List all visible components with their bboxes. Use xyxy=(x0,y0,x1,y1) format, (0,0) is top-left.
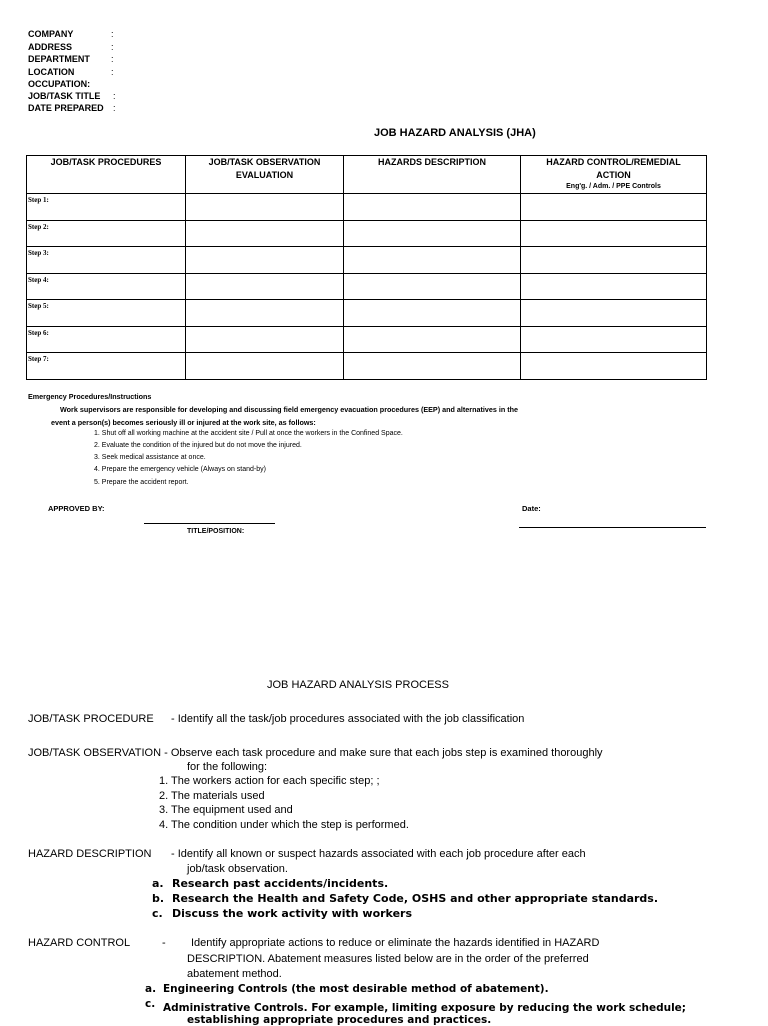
hazard-control-dash: - xyxy=(162,937,166,949)
table-header-row xyxy=(27,156,707,194)
emergency-item: 4. Prepare the emergency vehicle (Always on stand-by) xyxy=(94,466,266,473)
hazard-cell[interactable] xyxy=(344,194,521,221)
hazard-cell[interactable] xyxy=(344,326,521,353)
col-job-task-procedures-label: JOB/TASK PROCEDURES xyxy=(50,157,162,167)
job-task-title-label: JOB/TASK TITLE xyxy=(28,91,101,101)
control-cell[interactable] xyxy=(521,247,707,274)
observation-cell[interactable] xyxy=(186,353,344,380)
emergency-line2: event a person(s) becomes seriously ill or injured at the work site, as follows: xyxy=(51,418,316,427)
hazard-desc-item: Research past accidents/incidents. xyxy=(172,877,389,890)
emergency-item: 3. Seek medical assistance at once. xyxy=(94,454,206,461)
observation-cell[interactable] xyxy=(186,300,344,327)
hazard-cell[interactable] xyxy=(344,247,521,274)
observation-cell[interactable] xyxy=(186,326,344,353)
hazard-control-item-letter: c. xyxy=(145,998,156,1010)
control-cell[interactable] xyxy=(521,326,707,353)
hazard-control-item: Engineering Controls (the most desirable method of abatement). xyxy=(163,983,549,995)
observation-item: 4. The condition under which the step is performed. xyxy=(159,819,409,831)
table-row xyxy=(27,353,707,380)
observation-cell[interactable] xyxy=(186,194,344,221)
job-task-title-colon: : xyxy=(113,91,116,101)
form-title: JOB HAZARD ANALYSIS (JHA) xyxy=(374,127,536,139)
step-cell[interactable]: Step 7: xyxy=(27,353,186,380)
col-job-task-observation xyxy=(186,156,344,194)
hazard-cell[interactable] xyxy=(344,353,521,380)
table-row xyxy=(27,300,707,327)
process-title: JOB HAZARD ANALYSIS PROCESS xyxy=(267,679,449,691)
hazard-control-item: Administrative Controls. For example, limiting exposure by reducing the work schedule; xyxy=(163,1002,686,1014)
step-cell[interactable]: Step 1: xyxy=(27,194,186,221)
department-colon: : xyxy=(111,54,114,64)
observation-item: 3. The equipment used and xyxy=(159,804,293,816)
address-label: ADDRESS xyxy=(28,41,73,52)
company-colon: : xyxy=(111,29,114,39)
observation-line2: for the following: xyxy=(187,761,268,773)
observation-item: 1. The workers action for each specific step; ; xyxy=(159,775,380,787)
col-hazard-control-line1: HAZARD CONTROL/REMEDIAL xyxy=(546,157,681,167)
hazard-control-line2: DESCRIPTION. Abatement measures listed below are in the order of the preferred xyxy=(187,953,589,965)
hazard-control-tail: establishing appropriate procedures and practices. xyxy=(187,1014,492,1026)
hazard-control-label: HAZARD CONTROL xyxy=(28,937,131,949)
hazard-cell[interactable] xyxy=(344,300,521,327)
hazard-cell[interactable] xyxy=(344,273,521,300)
step-cell[interactable]: Step 4: xyxy=(27,273,186,300)
date-label: Date: xyxy=(522,504,541,513)
table-row xyxy=(27,247,707,274)
procedure-label: JOB/TASK PROCEDURE xyxy=(28,713,154,725)
table-row xyxy=(27,326,707,353)
date-prepared-label: DATE PREPARED xyxy=(28,103,104,113)
jha-table xyxy=(26,155,707,380)
approved-by-signature-line[interactable] xyxy=(144,523,275,524)
col-observation-line1: JOB/TASK OBSERVATION xyxy=(208,157,321,167)
col-observation-line2: EVALUATION xyxy=(235,170,294,180)
emergency-item: 1. Shut off all working machine at the accident site / Pull at once the workers in the Confined Space. xyxy=(94,430,403,437)
hazard-control-line1: Identify appropriate actions to reduce or eliminate the hazards identified in HAZARD xyxy=(191,937,600,949)
col-hazards-description xyxy=(344,156,521,194)
company-label: COMPANY xyxy=(28,29,74,39)
observation-line1: JOB/TASK OBSERVATION - Observe each task procedure and make sure that each jobs step is examined thoroughly xyxy=(28,747,603,759)
step-cell[interactable]: Step 3: xyxy=(27,247,186,274)
occupation-label: OCCUPATION: xyxy=(28,79,91,89)
hazard-control-item-letter: a. xyxy=(145,983,157,995)
hazard-desc-item: Research the Health and Safety Code, OSHS and other appropriate standards. xyxy=(172,892,659,905)
emergency-item: 5. Prepare the accident report. xyxy=(94,479,189,486)
observation-cell[interactable] xyxy=(186,220,344,247)
date-prepared-colon: : xyxy=(113,103,116,113)
step-cell[interactable]: Step 6: xyxy=(27,326,186,353)
hazard-desc-line2: job/task observation. xyxy=(187,863,288,875)
hazard-desc-line1: - Identify all known or suspect hazards associated with each job procedure after each xyxy=(171,848,586,860)
step-cell[interactable]: Step 5: xyxy=(27,300,186,327)
address-colon: : xyxy=(111,41,114,52)
hazard-desc-item: Discuss the work activity with workers xyxy=(172,907,413,920)
procedure-text: - Identify all the task/job procedures associated with the job classification xyxy=(171,713,525,725)
control-cell[interactable] xyxy=(521,194,707,221)
emergency-item: 2. Evaluate the condition of the injured but do not move the injured. xyxy=(94,442,302,449)
col-hazard-control xyxy=(521,156,707,194)
emergency-line1: Work supervisors are responsible for developing and discussing field emergency evacuation procedures (EEP) and alternatives in the xyxy=(60,405,519,414)
hazard-control-line3: abatement method. xyxy=(187,968,282,980)
col-job-task-procedures xyxy=(27,156,186,194)
hazard-cell[interactable] xyxy=(344,220,521,247)
date-signature-line[interactable] xyxy=(519,527,706,528)
approved-by-label: APPROVED BY: xyxy=(48,504,105,513)
col-hazard-control-sub: Eng'g. / Adm. / PPE Controls xyxy=(566,183,661,190)
title-position-label: TITLE/POSITION: xyxy=(187,528,245,535)
col-hazard-control-line2: ACTION xyxy=(596,170,631,180)
hazard-desc-item-letter: a. xyxy=(152,877,164,890)
hazard-desc-item-letter: b. xyxy=(152,892,165,905)
observation-cell[interactable] xyxy=(186,247,344,274)
location-colon: : xyxy=(111,66,114,77)
department-label: DEPARTMENT xyxy=(28,54,90,64)
table-row xyxy=(27,194,707,221)
control-cell[interactable] xyxy=(521,273,707,300)
location-label: LOCATION xyxy=(28,66,75,77)
table-row xyxy=(27,273,707,300)
hazard-desc-label: HAZARD DESCRIPTION xyxy=(28,848,152,860)
step-cell[interactable]: Step 2: xyxy=(27,220,186,247)
control-cell[interactable] xyxy=(521,300,707,327)
control-cell[interactable] xyxy=(521,220,707,247)
observation-item: 2. The materials used xyxy=(159,790,265,802)
observation-cell[interactable] xyxy=(186,273,344,300)
hazard-desc-item-letter: c. xyxy=(152,907,163,920)
table-row xyxy=(27,220,707,247)
col-hazards-description-label: HAZARDS DESCRIPTION xyxy=(377,157,486,167)
control-cell[interactable] xyxy=(521,353,707,380)
emergency-title: Emergency Procedures/Instructions xyxy=(28,392,152,401)
